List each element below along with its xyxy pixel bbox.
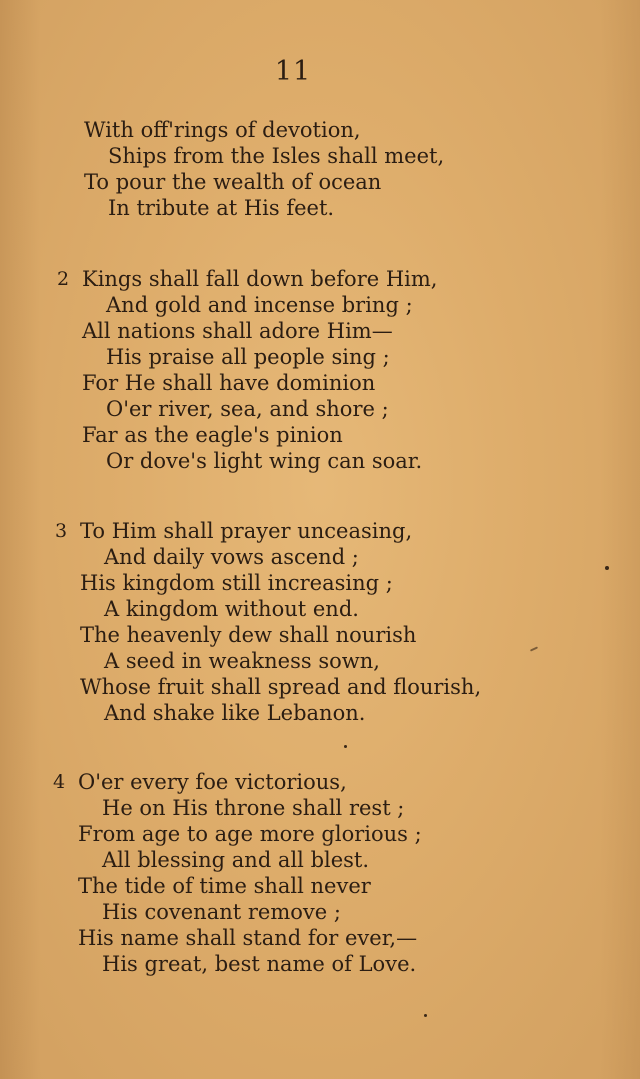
- verse-number: 4: [53, 771, 66, 793]
- verse-line: His great, best name of Love.: [102, 952, 417, 976]
- verse-line: A seed in weakness sown,: [104, 649, 380, 673]
- verse-line: Whose fruit shall spread and flourish,: [80, 675, 482, 699]
- verse-line: For He shall have dominion: [82, 371, 376, 395]
- verse-line: Or dove's light wing can soar.: [106, 449, 423, 473]
- verse-line: A kingdom without end.: [104, 597, 359, 621]
- verse-line: From age to age more glorious ;: [78, 822, 422, 846]
- verse-number: 3: [55, 520, 68, 542]
- verse-line: His praise all people sing ;: [106, 345, 390, 369]
- verse-line: The tide of time shall never: [78, 874, 371, 898]
- verse-line: Kings shall fall down before Him,: [82, 267, 438, 291]
- verse-line: He on His throne shall rest ;: [102, 796, 405, 820]
- verse-line: O'er river, sea, and shore ;: [106, 397, 389, 421]
- verse-line: In tribute at His feet.: [108, 196, 335, 220]
- paper-speck: [424, 1014, 427, 1017]
- verse-line: And gold and incense bring ;: [106, 293, 413, 317]
- verse-line: The heavenly dew shall nourish: [80, 623, 417, 647]
- paper-speck: [344, 745, 347, 748]
- verse-line: All blessing and all blest.: [102, 848, 370, 872]
- verse-line: With off'rings of devotion,: [84, 118, 361, 142]
- verse-line: His kingdom still increasing ;: [80, 571, 393, 595]
- verse-line: And daily vows ascend ;: [104, 545, 359, 569]
- verse-line: His name shall stand for ever,—: [78, 926, 418, 950]
- paper-speck: [530, 646, 538, 651]
- verse-number: 2: [57, 268, 70, 290]
- page-number: 11: [274, 56, 312, 87]
- verse-line: All nations shall adore Him—: [82, 319, 393, 343]
- paper-speck: [605, 566, 609, 570]
- verse-line: To Him shall prayer unceasing,: [80, 519, 413, 543]
- verse-line: Far as the eagle's pinion: [82, 423, 343, 447]
- verse-line: His covenant remove ;: [102, 900, 341, 924]
- verse-line: O'er every foe victorious,: [78, 770, 347, 794]
- verse-line: Ships from the Isles shall meet,: [108, 144, 445, 168]
- verse-line: To pour the wealth of ocean: [84, 170, 382, 194]
- verse-line: And shake like Lebanon.: [104, 701, 366, 725]
